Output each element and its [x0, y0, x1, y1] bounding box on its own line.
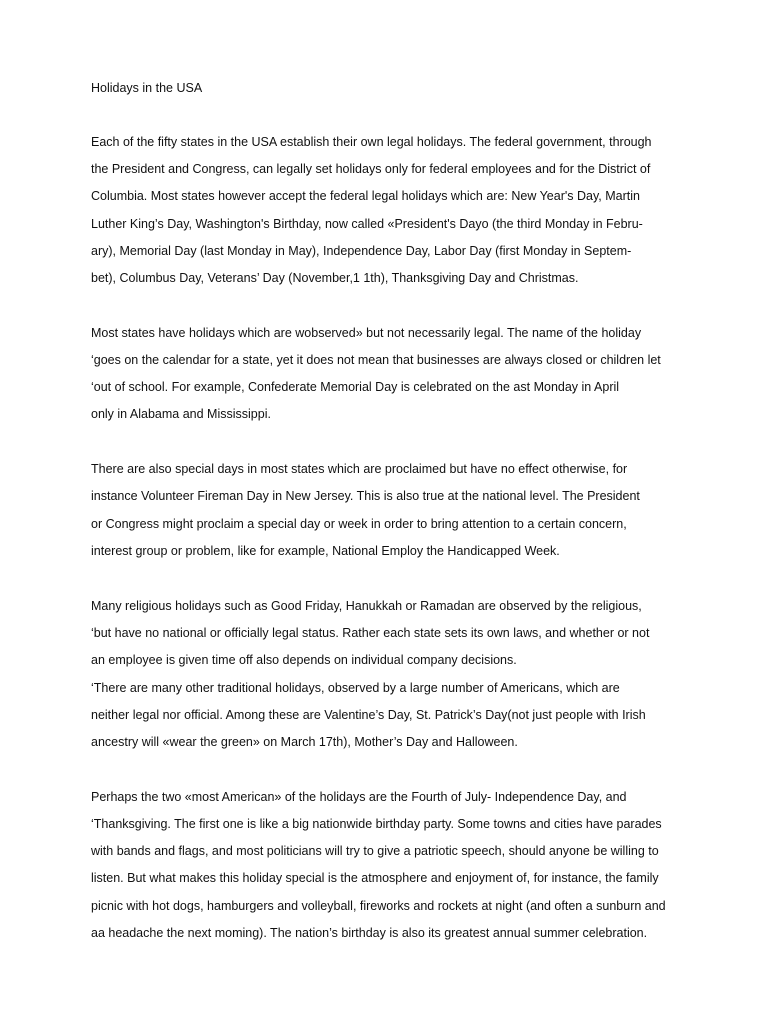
paragraph-5-line-2: ‘Thanksgiving. The first one is like a big nationwide birthday party. Some towns and cities have parades: [91, 817, 662, 831]
paragraph-3-line-3: or Congress might proclaim a special day or week in order to bring attention to a certain concern,: [91, 517, 627, 531]
paragraph-3-line-1: There are also special days in most states which are proclaimed but have no effect otherwise, for: [91, 462, 628, 476]
paragraph-5-line-5: picnic with hot dogs, hamburgers and volleyball, fireworks and rockets at night (and often a sunburn and: [91, 899, 666, 913]
paragraph-1-line-2: the President and Congress, can legally set holidays only for federal employees and for the District of: [91, 162, 651, 176]
paragraph-4-line-6: ancestry will «wear the green» on March 17th), Mother’s Day and Halloween.: [91, 735, 518, 749]
paragraph-3-line-2: instance Volunteer Fireman Day in New Jersey. This is also true at the national level. The President: [91, 489, 640, 503]
paragraph-5-line-3: with bands and flags, and most politicians will try to give a patriotic speech, should anyone be willing to: [91, 844, 659, 858]
paragraph-1-line-3: Columbia. Most states however accept the federal legal holidays which are: New Year's Day, Martin: [91, 189, 640, 203]
paragraph-1-line-6: bet), Columbus Day, Veterans’ Day (November,1 1th), Thanksgiving Day and Christmas.: [91, 271, 579, 285]
paragraph-2-line-4: only in Alabama and Mississippi.: [91, 407, 271, 421]
document-title: Holidays in the USA: [91, 81, 203, 95]
paragraph-1-line-1: Each of the fifty states in the USA establish their own legal holidays. The federal government, through: [91, 135, 652, 149]
paragraph-2-line-2: ‘goes on the calendar for a state, yet it does not mean that businesses are always closed or children let: [91, 353, 661, 367]
paragraph-4-line-4: ‘There are many other traditional holidays, observed by a large number of Americans, which are: [91, 681, 620, 695]
paragraph-4-line-5: neither legal nor official. Among these are Valentine’s Day, St. Patrick’s Day(not just people with Irish: [91, 708, 646, 722]
paragraph-1-line-5: ary), Memorial Day (last Monday in May), Independence Day, Labor Day (first Monday in Septem-: [91, 244, 632, 258]
paragraph-4-line-1: Many religious holidays such as Good Friday, Hanukkah or Ramadan are observed by the religious,: [91, 599, 642, 613]
paragraph-2-line-1: Most states have holidays which are wobserved» but not necessarily legal. The name of the holiday: [91, 326, 642, 340]
paragraph-1-line-4: Luther King’s Day, Washington's Birthday, now called «President's Dayo (the third Monday in Febru-: [91, 217, 643, 231]
paragraph-2-line-3: ‘out of school. For example, Confederate Memorial Day is celebrated on the ast Monday in April: [91, 380, 620, 394]
paragraph-3-line-4: interest group or problem, like for example, National Employ the Handicapped Week.: [91, 544, 560, 558]
paragraph-5-line-6: aa headache the next moming). The nation’s birthday is also its greatest annual summer celebration.: [91, 926, 648, 940]
paragraph-5-line-4: listen. But what makes this holiday special is the atmosphere and enjoyment of, for instance, the family: [91, 871, 659, 885]
paragraph-5-line-1: Perhaps the two «most American» of the holidays are the Fourth of July- Independence Day, and: [91, 790, 627, 804]
paragraph-4-line-2: ‘but have no national or officially legal status. Rather each state sets its own laws, and whether or not: [91, 626, 650, 640]
paragraph-4-line-3: an employee is given time off also depends on individual company decisions.: [91, 653, 517, 667]
